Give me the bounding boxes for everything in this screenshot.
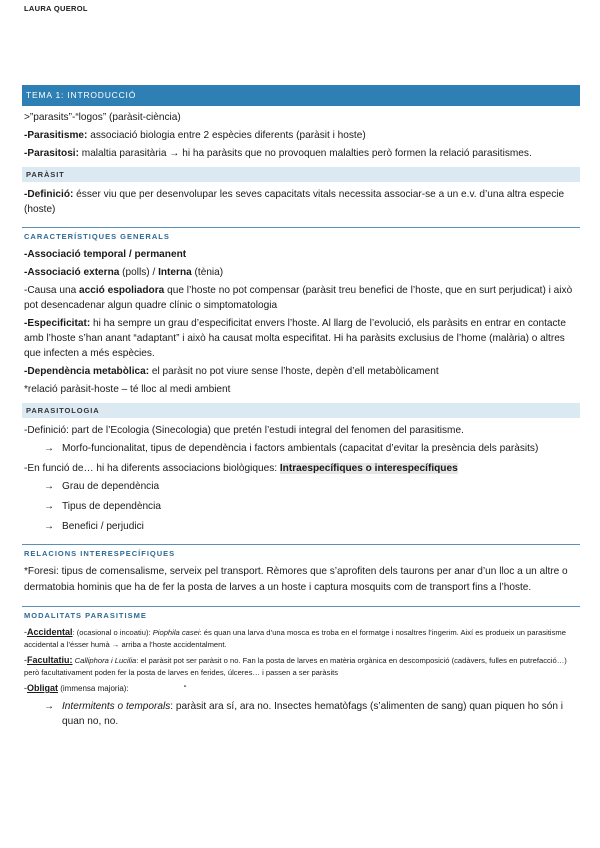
causa-pre: -Causa una [24,285,79,296]
en-funcio-line [24,461,580,476]
arrow-icon: → [44,481,55,492]
accio-espoliadora [24,283,580,313]
arrow-icon: → [44,443,55,454]
section-heading-modalitats: MODALITATS PARASITISME [22,606,580,622]
especificitat-text: hi ha sempre un grau d’especificitat envers l’hoste. Al llarg de l’evolució, els paràsits en entrar en contacte amb l’hoste s’han anant “adaptant” i això ha causat molta especifitat. Hi ha paràsits exclusius de l’home (malària) o altres que infecten a més espècies. [24,318,566,359]
highlighted-term: Intraespecífiques o interespecífiques [279,463,458,474]
parasitosi-text: malaltia parasitària → hi ha paràsits que no provoquen malalties però formen la relació parasitismes. [78,148,532,159]
term-obligat: Obligat [27,683,58,693]
term-intermitents: Intermitents o temporals [62,701,171,712]
obligat-text: (immensa majoria): [58,684,129,693]
term-definicio: -Definició: [24,189,74,200]
parasit-definition [24,187,580,217]
list-item [44,499,580,514]
dependencia-metabolica [24,364,580,379]
list-item-text: Tipus de dependència [62,501,161,512]
facultatiu-species: Calliphora i Lucilia [74,656,137,665]
polls-text: (polls) / [119,267,159,278]
assoc-externa [24,265,580,280]
arrow-icon: → [44,701,55,712]
accidental-text: : és quan una larva d’una mosca es troba en el formatge i nosaltres l’ingerim. Així es produeix un parasitisme accidental a l’ésser humà → arriba a l’hoste accidentalment. [24,628,566,649]
term-dependencia: -Dependència metabòlica: [24,366,150,377]
arrow-icon: → [44,501,55,512]
section-heading-parasitologia: PARASITOLOGIA [22,403,580,418]
list-item [44,699,580,729]
term-facultatiu: Facultatiu: [27,655,73,665]
stray-mark: “ [183,684,187,693]
term-parasitisme: -Parasitisme: [24,130,88,141]
term-especificitat: -Especificitat: [24,318,91,329]
section-heading-parasit: PARÀSIT [22,167,580,182]
parasitisme-definition [24,128,580,143]
obligat-paragraph: -Obligat (immensa majoria): “ [24,683,187,693]
author-name: LAURA QUEROL [24,4,88,13]
term-interna: Interna [158,267,192,278]
term-externa: -Associació externa [24,267,120,278]
list-item-text: Grau de dependència [62,481,160,492]
en-funcio-text: -En funció de… hi ha diferents associacions biològiques: [24,463,280,474]
list-item [44,479,580,494]
causa-post: que l’hoste no pot compensar (paràsit treu benefici de l’hoste, que en surt perjudicat) i això pot desencadenar algun quadre clínic o simptomatologia [24,285,573,311]
parasitisme-text: associació biologia entre 2 espècies diferents (paràsit i hoste) [87,130,366,141]
document-body [22,110,580,734]
parasitosi-definition [24,146,580,161]
accidental-paren: : (ocasional o incoatiu): [72,628,153,637]
accidental-species: Piophila casei [152,628,200,637]
relacio-note: *relació paràsit-hoste – té lloc al medi ambient [24,384,231,395]
term-accio: acció espoliadora [79,285,165,296]
foresi-paragraph: *Foresi: tipus de comensalisme, serveix pel transport. Rèmores que s’aprofiten dels taurons per anar d’un lloc a un altre o dermatobia hominis que ha de fer la posta de larves a un hoste i captura mosquits com de transport fins a l’hoste. [24,566,568,593]
term-parasitosi: -Parasitosi: [24,148,79,159]
list-item [44,441,580,456]
tenia-text: (tènia) [191,267,224,278]
accidental-paragraph: -Accidental: (ocasional o incoatiu): Piophila casei: és quan una larva d’una mosca es troba en el formatge i nosaltres l’ingerim. Així es produeix un parasitisme accidental a l’ésser humà → arriba a l’hoste accidentalment. [24,627,566,649]
list-item [44,519,580,534]
especificitat [24,316,580,361]
definicio-text: ésser viu que per desenvolupar les seves capacitats vitals necessita associar-se a un e.v. d’una altra especie (hoste) [24,189,565,215]
arrow-icon: → [44,521,55,532]
facultatiu-text: : el paràsit pot ser paràsit o no. Fan la posta de larves en matèria orgànica en descomposició (cadàvers, fulles en putrefacció…) però facultativament poden fer la posta de larves en ferides, úlceres… i passen a ser paràsits [24,656,567,677]
topic-banner: TEMA 1: INTRODUCCIÓ [22,85,580,106]
dependencia-text: el paràsit no pot viure sense l’hoste, depèn d’ell metabòlicament [149,366,439,377]
section-heading-relacions: RELACIONS INTERESPECÍFIQUES [22,544,580,560]
list-item-text: Benefici / perjudici [62,521,144,532]
facultatiu-paragraph: -Facultatiu: Calliphora i Lucilia: el paràsit pot ser paràsit o no. Fan la posta de larves en matèria orgànica en descomposició (cadàvers, fulles en putrefacció…) però facultativament poden fer la posta de larves en ferides, úlceres… i passen a ser paràsits [24,655,567,677]
parasitologia-definition: -Definició: part de l’Ecologia (Sinecologia) que pretén l’estudi integral del fenomen del parasitisme. [24,425,464,436]
list-item-text: Morfo-funcionalitat, tipus de dependència i factors ambientals (capacitat d’evitar la presència dels paràsits) [62,443,539,454]
assoc-temporal: -Associació temporal / permanent [24,249,187,260]
intermitents-text: : paràsit ara sí, ara no. Insectes hematòfags (s’alimenten de sang) quan piquen ho són i quan no, no. [62,701,564,727]
section-heading-caracteristiques: CARACTERÍSTIQUES GENERALS [22,227,580,243]
term-accidental: Accidental [27,627,73,637]
list-item-text [62,699,580,729]
etymology-line: >”parasits”-“logos” (paràsit-ciència) [24,112,181,123]
